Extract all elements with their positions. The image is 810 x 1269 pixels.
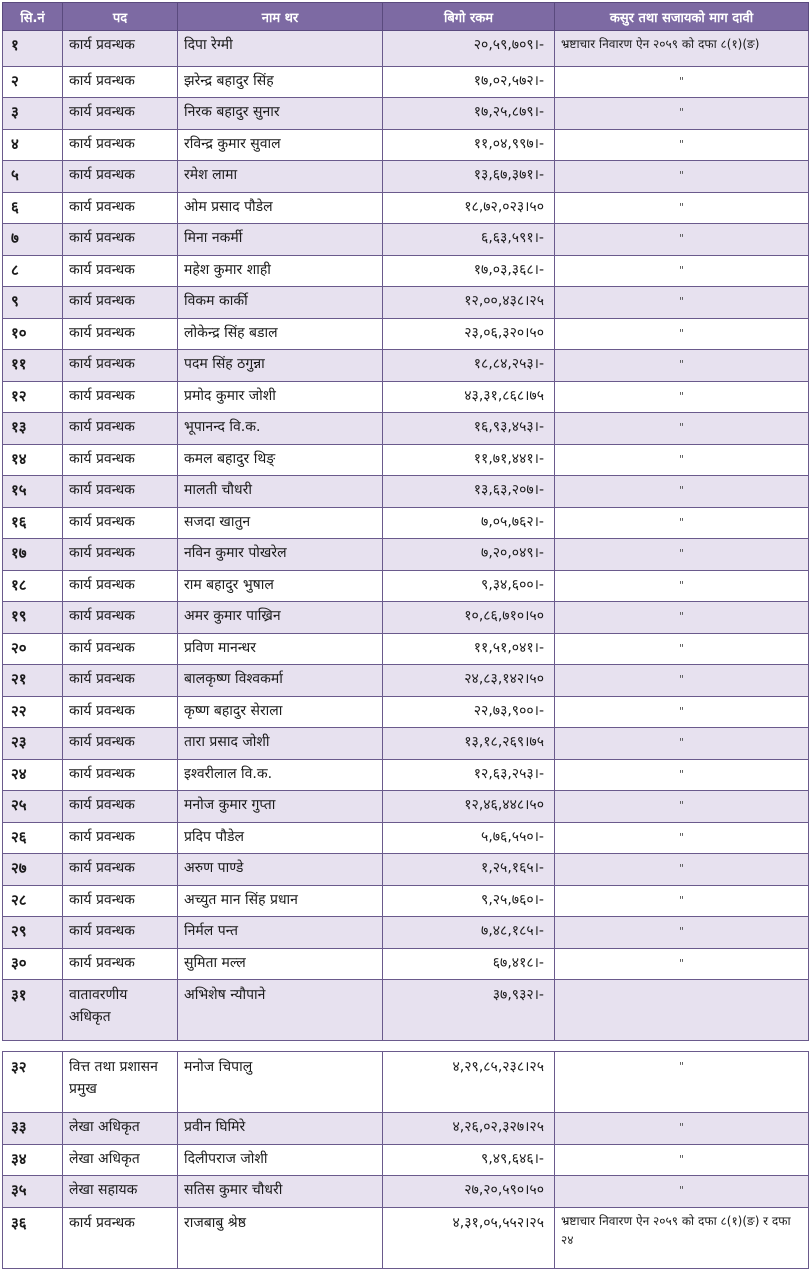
amount-cell: १३,६७,३७१।-: [383, 161, 555, 193]
serial-number-cell: ११: [3, 350, 63, 382]
claim-cell: [555, 980, 809, 1041]
claim-cell: ": [555, 602, 809, 634]
claim-cell: ": [555, 539, 809, 571]
name-cell: मिना नकर्मी: [178, 224, 383, 256]
serial-number-cell: ३२: [3, 1052, 63, 1113]
claim-cell: ": [555, 318, 809, 350]
table-row: [3, 413, 809, 445]
post-cell: कार्य प्रवन्धक: [63, 791, 178, 823]
claim-cell: ": [555, 66, 809, 98]
amount-cell: ७,२०,०४९।-: [383, 539, 555, 571]
name-cell: प्रमोद कुमार जोशी: [178, 381, 383, 413]
serial-number-cell: १५: [3, 476, 63, 508]
table-header-row: [3, 3, 809, 31]
header-name: नाम थर: [178, 3, 383, 31]
claim-cell: ": [555, 224, 809, 256]
name-cell: प्रदिप पौडेल: [178, 822, 383, 854]
amount-cell: ६७,४१८।-: [383, 948, 555, 980]
serial-number-cell: ३४: [3, 1144, 63, 1176]
header-amount: बिगो रकम: [383, 3, 555, 31]
name-cell: सुमिता मल्ल: [178, 948, 383, 980]
claim-cell: ": [555, 665, 809, 697]
name-cell: मनोज चिपालु: [178, 1052, 383, 1113]
amount-cell: ७,४८,१८५।-: [383, 917, 555, 949]
table-row: [3, 31, 809, 67]
amount-cell: १२,६३,२५३।-: [383, 759, 555, 791]
serial-number-cell: ८: [3, 255, 63, 287]
serial-number-cell: ३: [3, 98, 63, 130]
post-cell: कार्य प्रवन्धक: [63, 507, 178, 539]
serial-number-cell: १३: [3, 413, 63, 445]
amount-cell: २२,७३,९००।-: [383, 696, 555, 728]
table-row: [3, 381, 809, 413]
post-cell: कार्य प्रवन्धक: [63, 570, 178, 602]
table-row: [3, 1207, 809, 1268]
name-cell: प्रवीन घिमिरे: [178, 1113, 383, 1145]
post-cell: कार्य प्रवन्धक: [63, 822, 178, 854]
amount-cell: ११,०४,९९७।-: [383, 129, 555, 161]
table-row: [3, 66, 809, 98]
post-cell: वातावरणीय अधिकृत: [63, 980, 178, 1041]
claim-cell: ": [555, 1176, 809, 1208]
header-claim: कसुर तथा सजायको माग दावी: [555, 3, 809, 31]
table-row: [3, 696, 809, 728]
claim-cell: ": [555, 129, 809, 161]
post-cell: कार्य प्रवन्धक: [63, 192, 178, 224]
amount-cell: २४,८३,१४२।५०: [383, 665, 555, 697]
post-cell: कार्य प्रवन्धक: [63, 665, 178, 697]
serial-number-cell: ३३: [3, 1113, 63, 1145]
table-row: [3, 1176, 809, 1208]
post-cell: कार्य प्रवन्धक: [63, 224, 178, 256]
post-cell: कार्य प्रवन्धक: [63, 255, 178, 287]
name-cell: अरुण पाण्डे: [178, 854, 383, 886]
amount-cell: ४,२९,८५,२३८।२५: [383, 1052, 555, 1113]
post-cell: कार्य प्रवन्धक: [63, 318, 178, 350]
table-row: [3, 665, 809, 697]
amount-cell: ११,५१,०४१।-: [383, 633, 555, 665]
amount-cell: ४३,३१,८६८।७५: [383, 381, 555, 413]
post-cell: कार्य प्रवन्धक: [63, 885, 178, 917]
amount-cell: २७,२०,५९०।५०: [383, 1176, 555, 1208]
name-cell: कृष्ण बहादुर सेराला: [178, 696, 383, 728]
amount-cell: १२,००,४३८।२५: [383, 287, 555, 319]
serial-number-cell: २५: [3, 791, 63, 823]
claim-cell: ": [555, 287, 809, 319]
amount-cell: ११,७१,४४१।-: [383, 444, 555, 476]
serial-number-cell: २०: [3, 633, 63, 665]
post-cell: कार्य प्रवन्धक: [63, 98, 178, 130]
post-cell: कार्य प्रवन्धक: [63, 728, 178, 760]
serial-number-cell: २४: [3, 759, 63, 791]
table-body: [3, 31, 809, 1269]
serial-number-cell: २२: [3, 696, 63, 728]
post-cell: लेखा अधिकृत: [63, 1113, 178, 1145]
amount-cell: १८,७२,०२३।५०: [383, 192, 555, 224]
table-row: [3, 161, 809, 193]
post-cell: कार्य प्रवन्धक: [63, 1207, 178, 1268]
claim-cell: ": [555, 381, 809, 413]
serial-number-cell: ९: [3, 287, 63, 319]
amount-cell: ९,३४,६००।-: [383, 570, 555, 602]
name-cell: दिलीपराज जोशी: [178, 1144, 383, 1176]
post-cell: लेखा अधिकृत: [63, 1144, 178, 1176]
name-cell: बालकृष्ण विश्वकर्मा: [178, 665, 383, 697]
header-serial-number: सि.नं: [3, 3, 63, 31]
serial-number-cell: १६: [3, 507, 63, 539]
amount-cell: ४,३१,०५,५५२।२५: [383, 1207, 555, 1268]
serial-number-cell: ३१: [3, 980, 63, 1041]
corruption-charge-table: [2, 2, 809, 1269]
amount-cell: ९,२५,७६०।-: [383, 885, 555, 917]
table-row: [3, 98, 809, 130]
amount-cell: १,२५,१६५।-: [383, 854, 555, 886]
post-cell: कार्य प्रवन्धक: [63, 129, 178, 161]
serial-number-cell: २९: [3, 917, 63, 949]
serial-number-cell: २१: [3, 665, 63, 697]
post-cell: कार्य प्रवन्धक: [63, 350, 178, 382]
serial-number-cell: १९: [3, 602, 63, 634]
amount-cell: १६,९३,४५३।-: [383, 413, 555, 445]
serial-number-cell: २७: [3, 854, 63, 886]
table-row: [3, 917, 809, 949]
table-row: [3, 507, 809, 539]
claim-cell: ": [555, 570, 809, 602]
post-cell: कार्य प्रवन्धक: [63, 444, 178, 476]
post-cell: कार्य प्रवन्धक: [63, 31, 178, 67]
table-row: [3, 224, 809, 256]
claim-cell: ": [555, 476, 809, 508]
amount-cell: १२,४६,४४८।५०: [383, 791, 555, 823]
amount-cell: १८,८४,२५३।-: [383, 350, 555, 382]
table-row: [3, 1113, 809, 1145]
header-post: पद: [63, 3, 178, 31]
name-cell: राम बहादुर भुषाल: [178, 570, 383, 602]
amount-cell: १३,६३,२०७।-: [383, 476, 555, 508]
section-gap-cell: [3, 1041, 809, 1052]
serial-number-cell: ६: [3, 192, 63, 224]
amount-cell: १३,१८,२६९।७५: [383, 728, 555, 760]
amount-cell: १७,०३,३६८।-: [383, 255, 555, 287]
claim-cell: ": [555, 633, 809, 665]
post-cell: वित्त तथा प्रशासन प्रमुख: [63, 1052, 178, 1113]
name-cell: इश्वरीलाल वि.क.: [178, 759, 383, 791]
amount-cell: १७,२५,८७९।-: [383, 98, 555, 130]
post-cell: कार्य प्रवन्धक: [63, 413, 178, 445]
table-row: [3, 602, 809, 634]
amount-cell: १७,०२,५७२।-: [383, 66, 555, 98]
amount-cell: ३७,९३२।-: [383, 980, 555, 1041]
amount-cell: ९,४९,६४६।-: [383, 1144, 555, 1176]
claim-cell: ": [555, 192, 809, 224]
serial-number-cell: ३५: [3, 1176, 63, 1208]
claim-cell: ": [555, 854, 809, 886]
claim-cell: ": [555, 444, 809, 476]
table-row: [3, 570, 809, 602]
table-row: [3, 759, 809, 791]
section-gap: [3, 1041, 809, 1052]
name-cell: विकम कार्की: [178, 287, 383, 319]
name-cell: निरक बहादुर सुनार: [178, 98, 383, 130]
table-row: [3, 129, 809, 161]
name-cell: मनोज कुमार गुप्ता: [178, 791, 383, 823]
claim-cell: ": [555, 759, 809, 791]
table-row: [3, 476, 809, 508]
table-row: [3, 728, 809, 760]
claim-cell: ": [555, 350, 809, 382]
name-cell: कमल बहादुर थिङ्: [178, 444, 383, 476]
name-cell: रमेश लामा: [178, 161, 383, 193]
post-cell: कार्य प्रवन्धक: [63, 759, 178, 791]
post-cell: कार्य प्रवन्धक: [63, 602, 178, 634]
name-cell: राजबाबु श्रेष्ठ: [178, 1207, 383, 1268]
table-row: [3, 1144, 809, 1176]
amount-cell: ५,७६,५५०।-: [383, 822, 555, 854]
name-cell: झरेन्द्र बहादुर सिंह: [178, 66, 383, 98]
name-cell: तारा प्रसाद जोशी: [178, 728, 383, 760]
name-cell: मालती चौधरी: [178, 476, 383, 508]
amount-cell: १०,८६,७१०।५०: [383, 602, 555, 634]
table-row: [3, 350, 809, 382]
post-cell: कार्य प्रवन्धक: [63, 633, 178, 665]
claim-cell: ": [555, 1113, 809, 1145]
claim-cell: ": [555, 98, 809, 130]
table-row: [3, 885, 809, 917]
table-row: [3, 1052, 809, 1113]
claim-cell: ": [555, 1144, 809, 1176]
name-cell: भूपानन्द वि.क.: [178, 413, 383, 445]
post-cell: कार्य प्रवन्धक: [63, 539, 178, 571]
post-cell: कार्य प्रवन्धक: [63, 696, 178, 728]
post-cell: कार्य प्रवन्धक: [63, 917, 178, 949]
claim-cell: ": [555, 948, 809, 980]
post-cell: कार्य प्रवन्धक: [63, 161, 178, 193]
claim-cell: ": [555, 507, 809, 539]
table-row: [3, 791, 809, 823]
table-row: [3, 192, 809, 224]
claim-cell: ": [555, 161, 809, 193]
name-cell: नविन कुमार पोखरेल: [178, 539, 383, 571]
serial-number-cell: १०: [3, 318, 63, 350]
name-cell: सतिस कुमार चौधरी: [178, 1176, 383, 1208]
name-cell: प्रविण मानन्धर: [178, 633, 383, 665]
name-cell: ओम प्रसाद पौडेल: [178, 192, 383, 224]
serial-number-cell: २८: [3, 885, 63, 917]
claim-cell: ": [555, 413, 809, 445]
name-cell: पदम सिंह ठगुन्ना: [178, 350, 383, 382]
serial-number-cell: १४: [3, 444, 63, 476]
claim-cell: ": [555, 885, 809, 917]
claim-cell: ": [555, 917, 809, 949]
claim-cell: ": [555, 696, 809, 728]
post-cell: कार्य प्रवन्धक: [63, 287, 178, 319]
amount-cell: ७,०५,७६२।-: [383, 507, 555, 539]
name-cell: महेश कुमार शाही: [178, 255, 383, 287]
table-row: [3, 255, 809, 287]
amount-cell: २३,०६,३२०।५०: [383, 318, 555, 350]
table-row: [3, 444, 809, 476]
table-row: [3, 822, 809, 854]
claim-cell: ": [555, 255, 809, 287]
serial-number-cell: २३: [3, 728, 63, 760]
table-row: [3, 318, 809, 350]
amount-cell: २०,५९,७०९।-: [383, 31, 555, 67]
claim-cell: ": [555, 791, 809, 823]
post-cell: कार्य प्रवन्धक: [63, 66, 178, 98]
serial-number-cell: २६: [3, 822, 63, 854]
name-cell: रविन्द्र कुमार सुवाल: [178, 129, 383, 161]
claim-cell: ": [555, 1052, 809, 1113]
table-row: [3, 287, 809, 319]
serial-number-cell: १२: [3, 381, 63, 413]
name-cell: लोकेन्द्र सिंह बडाल: [178, 318, 383, 350]
serial-number-cell: १७: [3, 539, 63, 571]
post-cell: कार्य प्रवन्धक: [63, 381, 178, 413]
table-row: [3, 854, 809, 886]
table-row: [3, 980, 809, 1041]
claim-cell: भ्रष्टाचार निवारण ऐन २०५९ को दफा ८(१)(ङ) र दफा २४: [555, 1207, 809, 1268]
name-cell: अभिशेष न्यौपाने: [178, 980, 383, 1041]
serial-number-cell: ३६: [3, 1207, 63, 1268]
claim-cell: ": [555, 728, 809, 760]
serial-number-cell: ४: [3, 129, 63, 161]
name-cell: अमर कुमार पाख्रिन: [178, 602, 383, 634]
amount-cell: ४,२६,०२,३२७।२५: [383, 1113, 555, 1145]
name-cell: निर्मल पन्त: [178, 917, 383, 949]
table-row: [3, 539, 809, 571]
table-row: [3, 633, 809, 665]
name-cell: दिपा रेग्मी: [178, 31, 383, 67]
post-cell: कार्य प्रवन्धक: [63, 948, 178, 980]
table-row: [3, 948, 809, 980]
serial-number-cell: ३०: [3, 948, 63, 980]
name-cell: सजदा खातुन: [178, 507, 383, 539]
post-cell: लेखा सहायक: [63, 1176, 178, 1208]
post-cell: कार्य प्रवन्धक: [63, 476, 178, 508]
serial-number-cell: ५: [3, 161, 63, 193]
name-cell: अच्युत मान सिंह प्रधान: [178, 885, 383, 917]
serial-number-cell: १८: [3, 570, 63, 602]
serial-number-cell: ७: [3, 224, 63, 256]
serial-number-cell: २: [3, 66, 63, 98]
amount-cell: ६,६३,५९१।-: [383, 224, 555, 256]
serial-number-cell: १: [3, 31, 63, 67]
post-cell: कार्य प्रवन्धक: [63, 854, 178, 886]
claim-cell: भ्रष्टाचार निवारण ऐन २०५९ को दफा ८(१)(ङ): [555, 31, 809, 67]
claim-cell: ": [555, 822, 809, 854]
